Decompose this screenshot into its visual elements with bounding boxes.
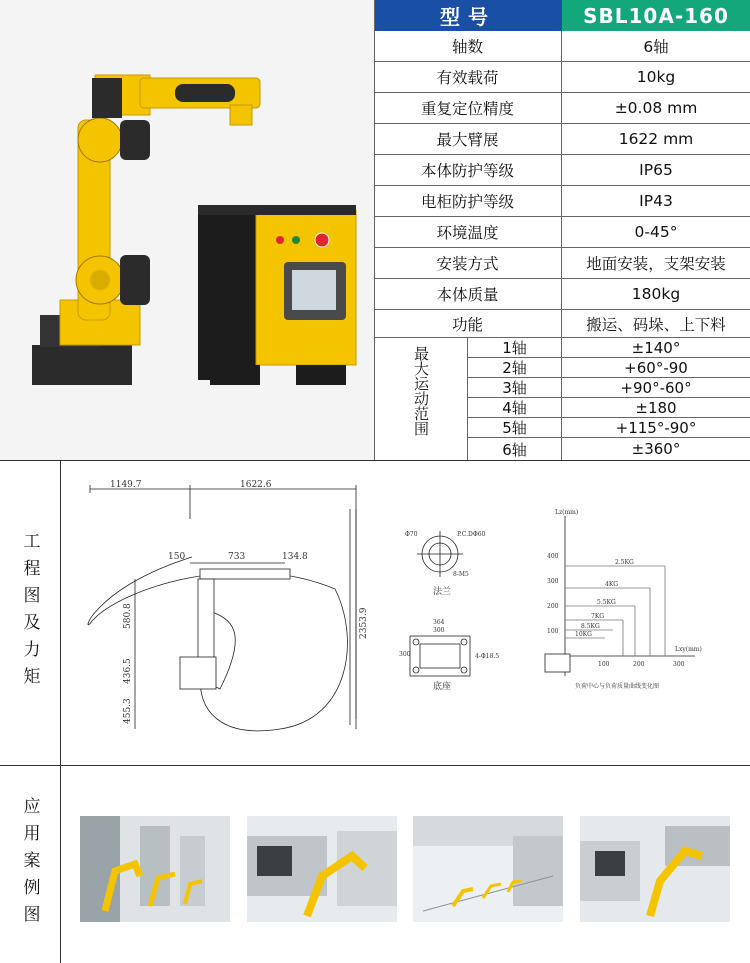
spec-value: IP65 (639, 161, 673, 179)
chart-x-tick: 100 (598, 661, 610, 668)
chart-y-tick: 300 (547, 578, 559, 585)
chart-y-tick: 200 (547, 603, 559, 610)
case-photo-1 (80, 816, 230, 922)
axis-range: ±180 (635, 398, 677, 417)
spec-value: 地面安装，支架安装 (586, 255, 726, 273)
drawing-section-label: 工程图及力矩 (0, 461, 61, 765)
spec-key: 有效载荷 (374, 62, 562, 92)
motion-range-block (374, 338, 750, 460)
drawing-section (0, 460, 750, 765)
axis-range: ±360° (631, 440, 681, 458)
top-section (0, 0, 750, 460)
spec-row (374, 186, 750, 217)
motion-row (468, 378, 750, 398)
spec-key: 电柜防护等级 (374, 186, 562, 216)
dim-label: 1622.6 (240, 480, 272, 490)
spec-key: 轴数 (374, 31, 562, 61)
axis-name: 6轴 (468, 438, 562, 460)
case-photo-3 (413, 816, 563, 922)
chart-x-tick: 200 (633, 661, 645, 668)
chart-x-tick: 300 (673, 661, 685, 668)
spec-value: 0-45° (634, 223, 678, 241)
divider (374, 0, 375, 460)
motion-row (468, 358, 750, 378)
dim-label: 1149.7 (110, 480, 142, 490)
dim-label: 455.3 (123, 698, 133, 724)
flange-bolt: 8-M5 (453, 571, 469, 578)
spec-row (374, 310, 750, 338)
base-height: 300 (399, 651, 411, 658)
flange-pcd: P.C.DΦ60 (457, 531, 486, 538)
curve-label: 4KG (605, 581, 619, 588)
axis-range: ±140° (631, 338, 681, 357)
spec-row (374, 124, 750, 155)
motion-row (468, 398, 750, 418)
model-header-value: SBL10A-160 (562, 0, 750, 31)
spec-row (374, 62, 750, 93)
spec-row (374, 217, 750, 248)
dim-label: 436.5 (123, 658, 133, 684)
flange-phi: Φ70 (405, 531, 418, 538)
spec-key: 环境温度 (374, 217, 562, 247)
axis-name: 3轴 (468, 378, 562, 397)
base-width: 364 (433, 619, 445, 626)
spec-key: 功能 (374, 310, 562, 337)
spec-row (374, 279, 750, 310)
flange-base-drawing (395, 526, 515, 706)
motion-row (468, 338, 750, 358)
spec-table (374, 0, 750, 460)
case-photo-4 (580, 816, 730, 922)
axis-name: 2轴 (468, 358, 562, 377)
axis-range: +60°-90 (624, 358, 688, 377)
curve-label: 7KG (591, 613, 605, 620)
dim-label: 134.8 (282, 552, 308, 562)
cases-section-label: 应用案例图 (0, 766, 61, 963)
product-photo (0, 0, 374, 460)
model-header-label: 型号 (374, 0, 562, 31)
curve-label: 5.5KG (597, 599, 616, 606)
motion-row (468, 418, 750, 438)
base-label: 底座 (433, 682, 452, 692)
axis-name: 1轴 (468, 338, 562, 357)
axis-name: 5轴 (468, 418, 562, 437)
chart-y-tick: 100 (547, 628, 559, 635)
spec-row (374, 248, 750, 279)
motion-range-label: 最大运动范围 (374, 338, 468, 460)
spec-row (374, 155, 750, 186)
dim-label: 580.8 (123, 603, 133, 629)
axis-name: 4轴 (468, 398, 562, 417)
curve-label: 8.5KG (581, 623, 600, 630)
load-curve-chart (525, 506, 705, 706)
cases-section (0, 765, 750, 963)
base-bolt: 4-Φ18.5 (475, 653, 500, 660)
case-photo-2 (247, 816, 397, 922)
curve-label: 10KG (575, 631, 592, 638)
spec-key: 重复定位精度 (374, 93, 562, 123)
spec-key: 本体防护等级 (374, 155, 562, 185)
spec-key: 最大臂展 (374, 124, 562, 154)
spec-row (374, 93, 750, 124)
dim-label: 733 (228, 552, 246, 562)
spec-value: 6轴 (643, 38, 669, 56)
chart-caption: 负荷中心与负荷质量曲线变化图 (575, 683, 660, 690)
spec-value: 180kg (631, 285, 681, 303)
chart-x-axis-label: Lxy(mm) (675, 646, 702, 653)
chart-y-axis-label: Lz(mm) (555, 509, 579, 516)
axis-range: +90°-60° (620, 378, 692, 397)
flange-label: 法兰 (433, 587, 452, 597)
spec-value: 搬运、码垛、上下料 (586, 315, 726, 334)
spec-value: ±0.08 mm (614, 99, 698, 117)
curve-label: 2.5KG (615, 559, 634, 566)
spec-key: 安装方式 (374, 248, 562, 278)
spec-value: 10kg (636, 68, 676, 86)
dim-label: 150 (168, 552, 186, 562)
motion-row (468, 438, 750, 460)
spec-row (374, 31, 750, 62)
dim-label: 2353.9 (359, 607, 369, 639)
chart-y-tick: 400 (547, 553, 559, 560)
spec-value: 1622 mm (618, 130, 694, 148)
spec-value: IP43 (639, 192, 673, 210)
spec-key: 本体质量 (374, 279, 562, 309)
work-envelope-drawing (80, 479, 380, 749)
base-width: 300 (433, 627, 445, 634)
axis-range: +115°-90° (615, 418, 697, 437)
robot-and-cabinet-illustration (0, 0, 374, 460)
